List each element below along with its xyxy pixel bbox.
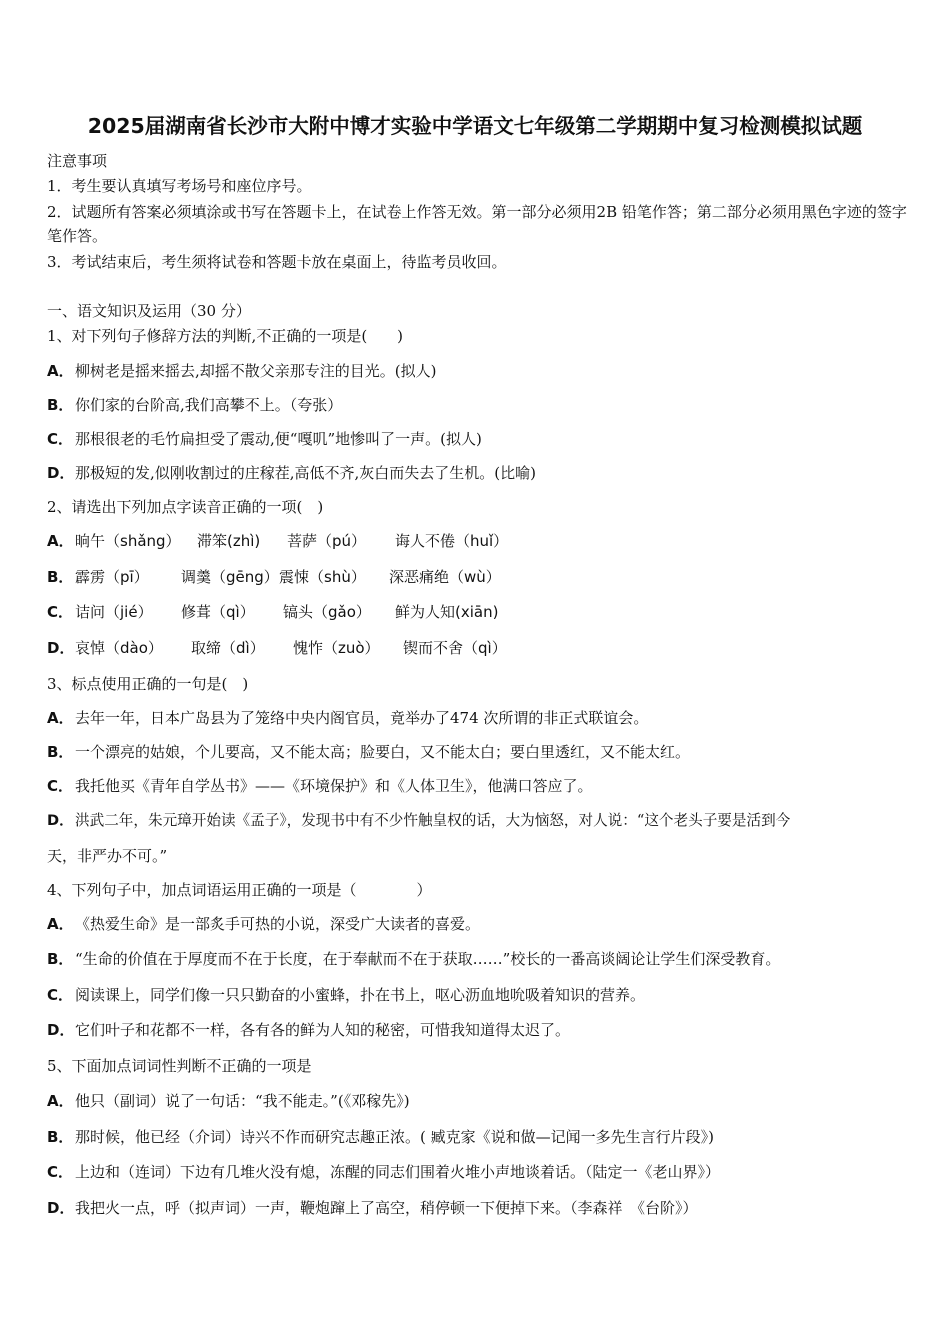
option-text: 我把火一点，呼（拟声词）一声，鞭炮蹿上了高空，稍停顿一下便掉下来。（李森祥 《台阶》）: [75, 1199, 698, 1217]
q5-option-d: [47, 1198, 698, 1218]
option-cell: 诲人不倦（huǐ）: [395, 532, 509, 550]
option-letter: C．: [47, 986, 74, 1004]
option-text: 柳树老是摇来摇去,却摇不散父亲那专注的目光。(拟人): [75, 362, 437, 380]
option-cell: 哀悼（dào）: [75, 639, 163, 657]
question-1-stem: 1、对下列句子修辞方法的判断,不正确的一项是( ): [47, 327, 404, 345]
q3-option-d: [47, 811, 790, 831]
option-text: 洪武二年，朱元璋开始读《孟子》，发现书中有不少忤触皇权的话，大为恼怒，对人说：“这个老头子要是活到今: [75, 812, 791, 829]
question-2-stem: 2、请选出下列加点字读音正确的一项( ): [47, 498, 324, 516]
q4-option-b: [47, 949, 780, 969]
q1-option-a: [47, 361, 436, 381]
option-cell: 滞笨(zhì): [197, 532, 261, 550]
q2-option-c: [47, 602, 498, 622]
q3-option-a: [47, 708, 648, 728]
option-letter: C．: [47, 1163, 74, 1181]
option-text: 《热爱生命》是一部炙手可热的小说，深受广大读者的喜爱。: [75, 915, 481, 933]
q3-option-b: [47, 742, 690, 762]
notice-item-3: 3．考试结束后，考生须将试卷和答题卡放在桌面上，待监考员收回。: [47, 253, 507, 271]
q4-option-d: [47, 1020, 570, 1040]
option-letter: C．: [47, 603, 74, 621]
option-letter: A．: [47, 532, 74, 550]
option-letter: D．: [47, 464, 75, 482]
q3-option-d-continued: 天，非严办不可。”: [47, 847, 168, 865]
q1-option-d: [47, 463, 536, 483]
option-cell: 修葺（qì）: [181, 603, 255, 621]
q2-option-b: [47, 567, 501, 587]
q4-option-a: [47, 914, 480, 934]
option-text: 你们家的台阶高,我们高攀不上。（夸张）: [75, 396, 343, 414]
q5-option-b: [47, 1127, 714, 1147]
q5-option-c: [47, 1162, 720, 1182]
option-text: 那时候，他已经（介词）诗兴不作而研究志趣正浓。( 臧克家《说和做—记闻一多先生言行片段》): [75, 1128, 714, 1146]
option-text: 上边和（连词）下边有几堆火没有熄，冻醒的同志们围着火堆小声地谈着话。（陆定一《老山界》）: [75, 1163, 721, 1181]
option-text: 一个漂亮的姑娘，个儿要高，又不能太高；脸要白，又不能太白；要白里透红，又不能太红。: [75, 743, 691, 761]
q2-option-a: [47, 531, 508, 551]
q2-option-d: [47, 638, 507, 658]
option-letter: B．: [47, 743, 74, 761]
option-text: 我托他买《青年自学丛书》——《环境保护》和《人体卫生》，他满口答应了。: [75, 777, 593, 795]
q1-option-b: [47, 395, 342, 415]
option-letter: B．: [47, 1128, 74, 1146]
option-cell: 晌午（shǎng）: [75, 532, 181, 550]
option-cell: 霹雳（pī）: [75, 568, 149, 586]
option-letter: A．: [47, 709, 74, 727]
option-text: “生命的价值在于厚度而不在于长度，在于奉献而不在于获取……”校长的一番高谈阔论让学生们深受教育。: [75, 950, 781, 968]
option-cell: 菩萨（pú）: [287, 532, 367, 550]
option-letter: D．: [47, 812, 74, 829]
notice-item-1: 1．考生要认真填写考场号和座位序号。: [47, 177, 312, 195]
notice-heading: 注意事项: [47, 152, 108, 170]
option-text: 阅读课上，同学们像一只只勤奋的小蜜蜂，扑在书上，呕心沥血地吮吸着知识的营养。: [75, 986, 646, 1004]
question-5-stem: 5、下面加点词词性判断不正确的一项是: [47, 1057, 312, 1075]
option-letter: B．: [47, 950, 74, 968]
option-letter: C．: [47, 777, 74, 795]
q4-option-c: [47, 985, 645, 1005]
page-title: 2025届湖南省长沙市大附中博才实验中学语文七年级第二学期期中复习检测模拟试题: [87, 114, 863, 138]
option-letter: D．: [47, 1199, 75, 1217]
option-text: 他只（副词）说了一句话：“我不能走。”(《邓稼先》): [75, 1092, 410, 1110]
question-3-stem: 3、标点使用正确的一句是( ): [47, 675, 249, 693]
option-text: 去年一年，日本广岛县为了笼络中央内阁官员，竟举办了474 次所谓的非正式联谊会。: [75, 709, 649, 727]
option-cell: 镐头（gǎo）: [283, 603, 371, 621]
notice-item-2: 2．试题所有答案必须填涂或书写在答题卡上，在试卷上作答无效。第一部分必须用2B 铅笔作答；第二部分必须用黑色字迹的签字笔作答。: [47, 203, 907, 245]
option-cell: 诘问（jié）: [75, 603, 153, 621]
question-4-stem: 4、下列句子中，加点词语运用正确的一项是（ ）: [47, 881, 432, 899]
option-letter: D．: [47, 639, 75, 657]
option-letter: A．: [47, 1092, 74, 1110]
option-letter: B．: [47, 396, 74, 414]
option-cell: 深恶痛绝（wù）: [389, 568, 501, 586]
option-cell: 愧怍（zuò）: [293, 639, 380, 657]
q1-option-c: [47, 429, 482, 449]
option-cell: 取缔（dì）: [191, 639, 265, 657]
option-letter: B．: [47, 568, 74, 586]
section-heading: 一、语文知识及运用（30 分）: [47, 302, 251, 320]
q5-option-a: [47, 1091, 410, 1111]
q3-option-c: [47, 776, 593, 796]
option-text: 那极短的发,似刚收割过的庄稼茬,高低不齐,灰白而失去了生机。(比喻): [75, 464, 537, 482]
option-cell: 调羹（gēng）: [181, 568, 279, 586]
option-letter: D．: [47, 1021, 75, 1039]
option-text: 它们叶子和花都不一样，各有各的鲜为人知的秘密，可惜我知道得太迟了。: [75, 1021, 571, 1039]
option-cell: 震悚（shù）: [279, 568, 366, 586]
option-letter: A．: [47, 362, 74, 380]
option-cell: 锲而不舍（qì）: [403, 639, 507, 657]
option-cell: 鲜为人知(xiān): [395, 603, 499, 621]
option-text: 那根很老的毛竹扁担受了震动,便“嘎叽”地惨叫了一声。(拟人): [75, 430, 482, 448]
option-letter: A．: [47, 915, 74, 933]
option-letter: C．: [47, 430, 74, 448]
